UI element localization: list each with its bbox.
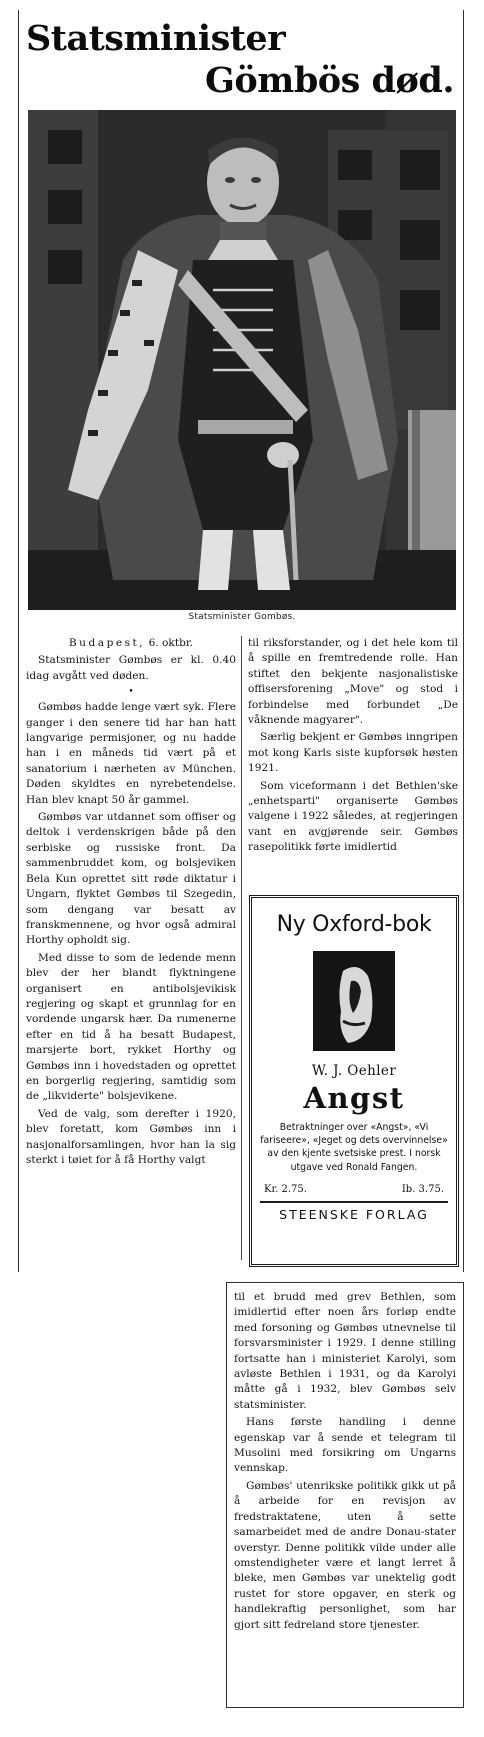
headline bbox=[24, 18, 460, 102]
lead-paragraph: Statsminister Gømbøs er kl. 0.40 idag avgått ved døden. bbox=[26, 654, 236, 682]
price-bound: Ib. 3.75. bbox=[401, 1183, 444, 1195]
portrait-illustration bbox=[28, 110, 456, 610]
article-column-right bbox=[248, 636, 458, 856]
ad-prices bbox=[260, 1184, 448, 1195]
ad-publisher: STEENSKE FORLAG bbox=[260, 1201, 448, 1222]
book-cover-illustration bbox=[313, 951, 395, 1051]
article-paragraph: Som viceformann i det Bethlen'ske „enhetsparti" organiserte Gømbøs valgene i 1922 således, at regjeringen vant en avgjørende seir. Gømbøs rasepolitikk førte imidlertid bbox=[248, 779, 458, 854]
article-column-left bbox=[26, 636, 236, 1168]
dateline bbox=[26, 636, 236, 651]
article-paragraph: Gømbøs hadde lenge vært syk. Flere ganger i den senere tid har han hatt langvarige permisjoner, og nu hadde han i en måneds tid vært på et sanatorium i nærheten av München. Døden skyldtes en nyrebetendelse. Han blev knapt 50 år gammel. bbox=[26, 701, 236, 806]
article-paragraph: Gømbøs' utenrikske politikk gikk ut på å arbeide for en revisjon av fredstraktatene, uten å sette samarbeidet med de andre Donau-stater overstyr. Denne politikk vilde under alle omstendigheter være et langt lerret å bleke, men Gømbøs var unektelig godt rustet for store opgaver, en sterk og handlekraftig personlighet, som har gjort sitt fedreland store tjenester. bbox=[234, 1479, 456, 1631]
article-column-continuation bbox=[234, 1290, 456, 1633]
dateline-date: 6. oktbr. bbox=[148, 637, 194, 649]
article-paragraph: til riksforstander, og i det hele kom til å spille en fremtredende rolle. Han stiftet den bekjente nasjonalistiske offisersforening „Move" og stod i forbindelse med forbundet „De våknende magyarer". bbox=[248, 637, 458, 727]
kneeling-figure-icon bbox=[313, 951, 395, 1051]
article-paragraph: til et brudd med grev Bethlen, som imidlertid efter noen års forløp endte med forsoning og Gømbøs utnevnelse til forsvarsminister i 1929. I denne stilling fortsatte han i ministeriet Karolyi, som avløste Bethlen i 1931, og da Karolyi måtte gå i 1932, blev Gømbøs selv statsminister. bbox=[234, 1291, 456, 1411]
headline-line-2: Gömbös død. bbox=[205, 60, 454, 101]
article-paragraph: Ved de valg, som derefter i 1920, blev foretatt, kom Gømbøs inn i nasjonalforsamlingen, hvor han la sig sterkt i tøiet for å få Horthy valgt bbox=[26, 1107, 236, 1166]
price-paperback: Kr. 2.75. bbox=[264, 1183, 307, 1195]
article-paragraph: Gømbøs var utdannet som offiser og deltok i verdenskrigen både på den serbiske og russiske front. Da sammenbruddet kom, og bolsjeviken Bela Kun oprettet sitt røde diktatur i Ungarn, flyktet Gømbøs til Szegedin, som dengang var besatt av franskmennene, og hvor også admiral Horthy opholdt sig. bbox=[26, 811, 236, 947]
ad-author: W. J. Oehler bbox=[311, 1063, 397, 1079]
article-paragraph: Særlig bekjent er Gømbøs inngripen mot kong Karls siste kupforsøk høsten 1921. bbox=[248, 731, 458, 775]
photo-caption: Statsminister Gombøs. bbox=[188, 612, 296, 622]
article-paragraph: Med disse to som de ledende menn blev der her blandt flyktningene organisert en antibolsjevikisk regjering og skapt et grunnlag for en vordende ungarsk hær. Da rumenerne efter en tid å ha besatt Budapest, marsjerte bort, rykket Horthy og Gømbøs inn i hovedstaden og oprettet en borgerlig regjering, samtidig som de „likviderte" bolsjevikene. bbox=[26, 951, 236, 1103]
article-paragraph: Hans første handling i denne egenskap var å sende et telegram til Musolini med forsikring om Ungarns vennskap. bbox=[234, 1416, 456, 1475]
ad-book-title: Angst bbox=[303, 1081, 405, 1115]
paragraph-separator: • bbox=[128, 687, 134, 698]
headline-line-1: Statsminister bbox=[26, 18, 286, 59]
ad-description: Betraktninger over «Angst», «Vi fariseere», «Jeget og dets overvinnelse» av den kjente svetsiske prest. I norsk utgave ved Ronald Fangen. bbox=[260, 1122, 448, 1173]
ad-title: Ny Oxford-bok bbox=[276, 912, 432, 937]
book-advertisement bbox=[249, 895, 459, 1267]
dateline-place: Budapest, bbox=[68, 637, 146, 649]
column-divider bbox=[241, 636, 242, 1260]
portrait-photo bbox=[28, 110, 456, 610]
